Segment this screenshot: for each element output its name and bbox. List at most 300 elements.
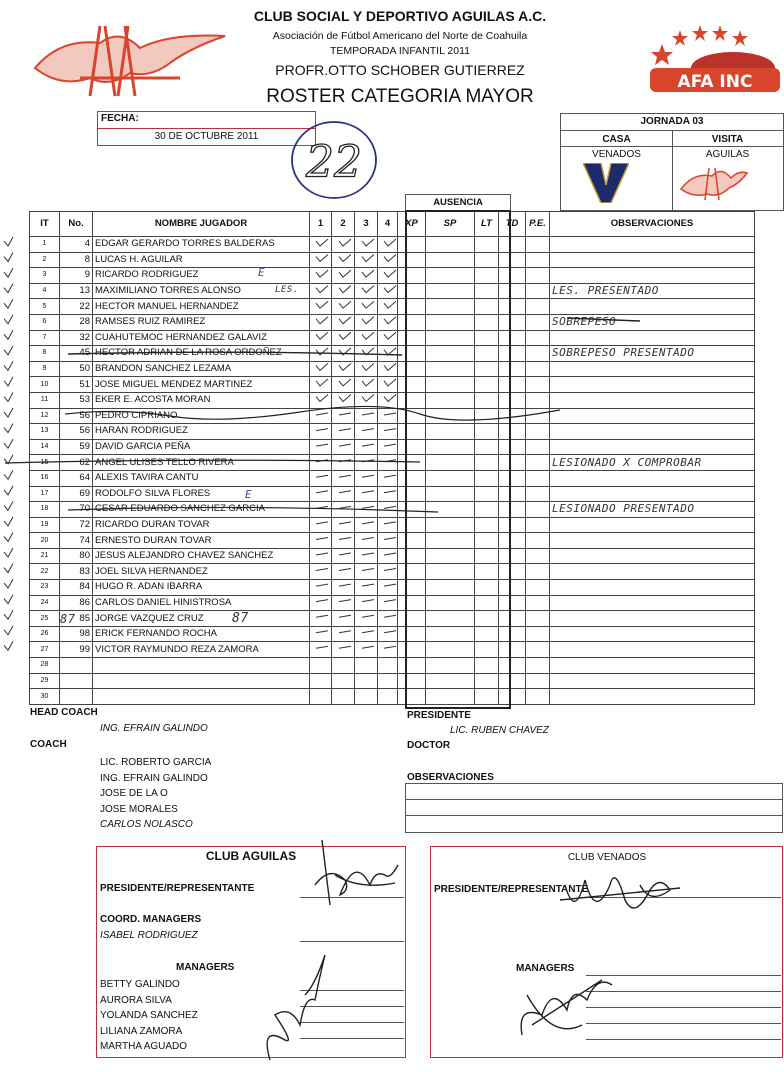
row-q2 [332,408,355,424]
row-number: 8 [60,252,93,268]
venados-logo [583,163,629,203]
col-q4: 4 [378,212,398,237]
row-q1 [310,673,332,689]
row-q2 [332,252,355,268]
row-player-name: HECTOR ADRIAN DE LA ROSA ORDOÑEZ [93,346,310,362]
row-q2 [332,314,355,330]
row-it: 20 [30,533,60,549]
row-q2 [332,392,355,408]
presidente-label: PRESIDENTE [407,710,471,721]
table-row [30,237,755,253]
row-q1 [310,548,332,564]
row-q4 [378,673,398,689]
col-q1: 1 [310,212,332,237]
row-number: 84 [60,580,93,596]
table-row [30,408,755,424]
row-pe [526,455,550,471]
row-q3 [355,533,378,549]
row-pe [526,611,550,627]
row-q1 [310,377,332,393]
row-pe [526,392,550,408]
col-sp: SP [426,212,475,237]
row-it: 27 [30,642,60,658]
table-row [30,299,755,315]
table-row [30,626,755,642]
row-number [60,689,93,705]
row-pe [526,486,550,502]
table-row [30,392,755,408]
row-pe [526,361,550,377]
table-row [30,673,755,689]
row-it: 29 [30,673,60,689]
row-pe [526,424,550,440]
row-q2 [332,424,355,440]
table-row [30,314,755,330]
row-q2 [332,595,355,611]
table-row [30,361,755,377]
row-q1 [310,299,332,315]
row-player-name: RAMSES RUIZ RAMIREZ [93,314,310,330]
row-q4 [378,346,398,362]
row-q3 [355,408,378,424]
row-observation: SOBREPESO [550,314,755,330]
head-coach-name: ING. EFRAIN GALINDO [100,723,208,734]
row-observation: LESIONADO X COMPROBAR [550,455,755,471]
jornada-box [560,113,784,211]
row-observation [550,439,755,455]
row-number: 13 [60,283,93,299]
row-q4 [378,424,398,440]
row-number: 85 [60,611,93,627]
table-row [30,470,755,486]
row-q1 [310,330,332,346]
row-number: 59 [60,439,93,455]
row-q3 [355,642,378,658]
row-q2 [332,642,355,658]
row-q2 [332,455,355,471]
row-pe [526,346,550,362]
row-number: 56 [60,408,93,424]
row-q4 [378,377,398,393]
row-pe [526,564,550,580]
association-name: Asociación de Fútbol Americano del Norte de Coahuila [272,30,528,42]
row-it: 25 [30,611,60,627]
row-player-name: CESAR EDUARDO SANCHEZ GARCIA [93,502,310,518]
row-q3 [355,346,378,362]
row-player-name: DAVID GARCIA PEÑA [93,439,310,455]
row-player-name: CARLOS DANIEL HINISTROSA [93,595,310,611]
row-q4 [378,517,398,533]
row-q3 [355,564,378,580]
row-observation [550,392,755,408]
row-observation [550,580,755,596]
row-q1 [310,283,332,299]
manager-name: LILIANA ZAMORA [100,1025,183,1037]
row-q3 [355,470,378,486]
row-number: 64 [60,470,93,486]
row-q4 [378,595,398,611]
row-q4 [378,658,398,674]
table-row [30,486,755,502]
row-pe [526,533,550,549]
row-q4 [378,314,398,330]
row-observation [550,424,755,440]
signature-managers-left [255,945,335,1065]
circled-number-mark [286,115,386,205]
table-row [30,424,755,440]
table-row [30,642,755,658]
row-q3 [355,330,378,346]
row-observation [550,564,755,580]
row-q3 [355,299,378,315]
row-observation [550,642,755,658]
row-q1 [310,658,332,674]
table-row [30,548,755,564]
row-q1 [310,642,332,658]
observaciones-label: OBSERVACIONES [407,772,494,783]
row-player-name [93,673,310,689]
row-q2 [332,330,355,346]
row-q2 [332,346,355,362]
row-q2 [332,299,355,315]
left-managers-label: MANAGERS [176,962,235,973]
table-row [30,439,755,455]
row-q4 [378,486,398,502]
table-row [30,330,755,346]
col-it: IT [30,212,60,237]
row-it: 16 [30,470,60,486]
row-player-name [93,689,310,705]
row-q1 [310,314,332,330]
row-it: 6 [30,314,60,330]
row-pe [526,439,550,455]
club-name: CLUB SOCIAL Y DEPORTIVO AGUILAS A.C. [253,8,547,24]
coach-name: LIC. ROBERTO GARCIA [100,757,212,768]
row-q4 [378,299,398,315]
row-number [60,673,93,689]
row-player-name: JESUS ALEJANDRO CHAVEZ SANCHEZ [93,548,310,564]
table-row [30,252,755,268]
row-it: 21 [30,548,60,564]
row-q1 [310,361,332,377]
row-observation [550,533,755,549]
row-q3 [355,314,378,330]
row-observation [550,611,755,627]
right-pres-rep-label: PRESIDENTE/REPRESENTANTE [434,884,589,895]
coach-list [100,755,211,833]
row-it: 9 [30,361,60,377]
row-it: 23 [30,580,60,596]
row-it: 26 [30,626,60,642]
row-number: 98 [60,626,93,642]
row-number: 70 [60,502,93,518]
fecha-box [97,111,316,146]
row-q3 [355,580,378,596]
row-pe [526,377,550,393]
row-observation [550,361,755,377]
row-pe [526,408,550,424]
table-row [30,595,755,611]
row-it: 15 [30,455,60,471]
row-it: 17 [30,486,60,502]
les-mark: LES. [275,285,299,295]
row-it: 10 [30,377,60,393]
row-observation: LESIONADO PRESENTADO [550,502,755,518]
col-xp: XP [398,212,426,237]
row-player-name: ANGEL ULISES TELLO RIVERA [93,455,310,471]
table-row [30,517,755,533]
signature-managers-right [512,965,622,1045]
row-q4 [378,626,398,642]
row-q2 [332,470,355,486]
row-q4 [378,392,398,408]
row-it: 8 [30,346,60,362]
e-mark-2: E [245,488,253,501]
row-number: 4 [60,237,93,253]
row-q1 [310,392,332,408]
row-number: 53 [60,392,93,408]
ausencia-header [405,194,511,211]
row-q4 [378,548,398,564]
row-q3 [355,517,378,533]
row-q2 [332,361,355,377]
row-it: 24 [30,595,60,611]
row-observation [550,252,755,268]
row-pe [526,268,550,284]
row-pe [526,502,550,518]
row-q3 [355,268,378,284]
left-signature-title: CLUB AGUILAS [205,849,297,863]
row-q2 [332,486,355,502]
row-observation [550,237,755,253]
table-row [30,455,755,471]
row-q3 [355,502,378,518]
afa-logo-text: AFA INC [677,72,753,92]
row-player-name: EDGAR GERARDO TORRES BALDERAS [93,237,310,253]
row-q4 [378,470,398,486]
row-pe [526,252,550,268]
manager-name: YOLANDA SANCHEZ [100,1010,198,1022]
manager-name: BETTY GALINDO [100,979,180,990]
table-row [30,346,755,362]
row-q3 [355,361,378,377]
row-q4 [378,580,398,596]
row-pe [526,517,550,533]
row-player-name: CUAHUTEMOC HERNANDEZ GALAVIZ [93,330,310,346]
row-q3 [355,673,378,689]
ausencia-outline [405,210,511,709]
table-row [30,533,755,549]
row-q1 [310,424,332,440]
row-q2 [332,268,355,284]
coach-name: JOSE MORALES [100,803,178,815]
doctor-label: DOCTOR [407,740,451,751]
row-observation: LES. PRESENTADO [550,283,755,299]
row-number: 99 [60,642,93,658]
row-observation [550,673,755,689]
row-number: 86 [60,595,93,611]
row-pe [526,626,550,642]
row-it: 19 [30,517,60,533]
row-q1 [310,237,332,253]
row-q1 [310,533,332,549]
col-lt: LT [475,212,499,237]
fecha-value: 30 DE OCTUBRE 2011 [154,131,259,142]
ausencia-label: AUSENCIA [433,197,483,208]
row-observation [550,486,755,502]
row-observation [550,330,755,346]
row-q3 [355,455,378,471]
row-q4 [378,268,398,284]
corrected-number-mark-2: 87 [232,611,249,626]
row-it: 12 [30,408,60,424]
row-q1 [310,564,332,580]
circled-number: 22 [306,137,362,188]
observaciones-box [405,783,783,833]
row-observation [550,408,755,424]
row-player-name: JOSE MIGUEL MENDEZ MARTINEZ [93,377,310,393]
row-it: 3 [30,268,60,284]
row-player-name: PEDRO CIPRIANO [93,408,310,424]
row-observation [550,595,755,611]
row-q3 [355,439,378,455]
jornada-label: JORNADA 03 [640,116,704,127]
row-number: 28 [60,314,93,330]
row-player-name: LUCAS H. AGUILAR [93,252,310,268]
row-it: 30 [30,689,60,705]
row-q3 [355,424,378,440]
row-q4 [378,439,398,455]
coach-name: ING. EFRAIN GALINDO [100,772,208,784]
row-q1 [310,580,332,596]
row-q2 [332,377,355,393]
signature-aguilas [310,835,400,910]
row-q2 [332,673,355,689]
row-pe [526,658,550,674]
row-q4 [378,533,398,549]
row-q4 [378,330,398,346]
manager-name: MARTHA AGUADO [100,1041,188,1053]
presidente-name: LIC. RUBEN CHAVEZ [450,725,549,736]
table-row [30,268,755,284]
row-number: 83 [60,564,93,580]
row-q3 [355,658,378,674]
row-q1 [310,408,332,424]
row-it: 2 [30,252,60,268]
row-q3 [355,548,378,564]
table-row [30,580,755,596]
row-player-name: RICARDO DURAN TOVAR [93,517,310,533]
right-managers-label: MANAGERS [516,963,575,974]
row-observation [550,517,755,533]
row-q1 [310,689,332,705]
row-number: 32 [60,330,93,346]
manager-name: AURORA SILVA [100,994,172,1006]
table-row [30,377,755,393]
managers-list [100,977,198,1055]
table-row [30,564,755,580]
season: TEMPORADA INFANTIL 2011 [329,45,471,57]
row-pe [526,548,550,564]
row-number: 45 [60,346,93,362]
row-q2 [332,283,355,299]
row-it: 7 [30,330,60,346]
row-it: 5 [30,299,60,315]
col-pe: P.E. [526,212,550,237]
head-coach-label: HEAD COACH [30,707,98,718]
row-player-name: BRANDON SANCHEZ LEZAMA [93,361,310,377]
row-it: 11 [30,392,60,408]
row-player-name: ERNESTO DURAN TOVAR [93,533,310,549]
row-q2 [332,439,355,455]
row-q3 [355,486,378,502]
row-q2 [332,502,355,518]
row-pe [526,595,550,611]
col-td: TD [499,212,526,237]
row-observation: SOBREPESO PRESENTADO [550,346,755,362]
left-pres-rep-label: PRESIDENTE/REPRESENTANTE [100,883,255,894]
row-number [60,658,93,674]
fecha-label: FECHA: [101,113,139,124]
row-q3 [355,626,378,642]
row-q1 [310,486,332,502]
table-row [30,502,755,518]
row-q1 [310,611,332,627]
row-q3 [355,689,378,705]
col-q2: 2 [332,212,355,237]
visita-team: AGUILAS [705,149,750,160]
row-observation [550,658,755,674]
row-observation [550,268,755,284]
row-player-name [93,658,310,674]
row-number: 69 [60,486,93,502]
row-observation [550,377,755,393]
row-player-name: JOEL SILVA HERNANDEZ [93,564,310,580]
row-pe [526,299,550,315]
row-player-name: MAXIMILIANO TORRES ALONSO [93,283,310,299]
row-player-name: RODOLFO SILVA FLORES [93,486,310,502]
row-number: 74 [60,533,93,549]
row-player-name: RICARDO RODRIGUEZ [93,268,310,284]
row-player-name: EKER E. ACOSTA MORAN [93,392,310,408]
row-q1 [310,470,332,486]
row-q3 [355,392,378,408]
row-number: 50 [60,361,93,377]
table-row [30,658,755,674]
row-q4 [378,455,398,471]
e-mark-1: E [258,266,266,279]
visita-label: VISITA [711,134,744,145]
row-q1 [310,252,332,268]
table-row [30,611,755,627]
row-it: 14 [30,439,60,455]
row-q4 [378,564,398,580]
row-number: 80 [60,548,93,564]
row-it: 13 [30,424,60,440]
row-q2 [332,548,355,564]
row-q4 [378,689,398,705]
casa-team: VENADOS [592,149,641,160]
row-observation [550,470,755,486]
page-title: ROSTER CATEGORIA MAYOR [266,86,534,107]
row-q2 [332,658,355,674]
row-pe [526,283,550,299]
row-pe [526,330,550,346]
coord-managers-name: ISABEL RODRIGUEZ [100,930,198,941]
row-q1 [310,626,332,642]
row-q1 [310,455,332,471]
row-pe [526,237,550,253]
